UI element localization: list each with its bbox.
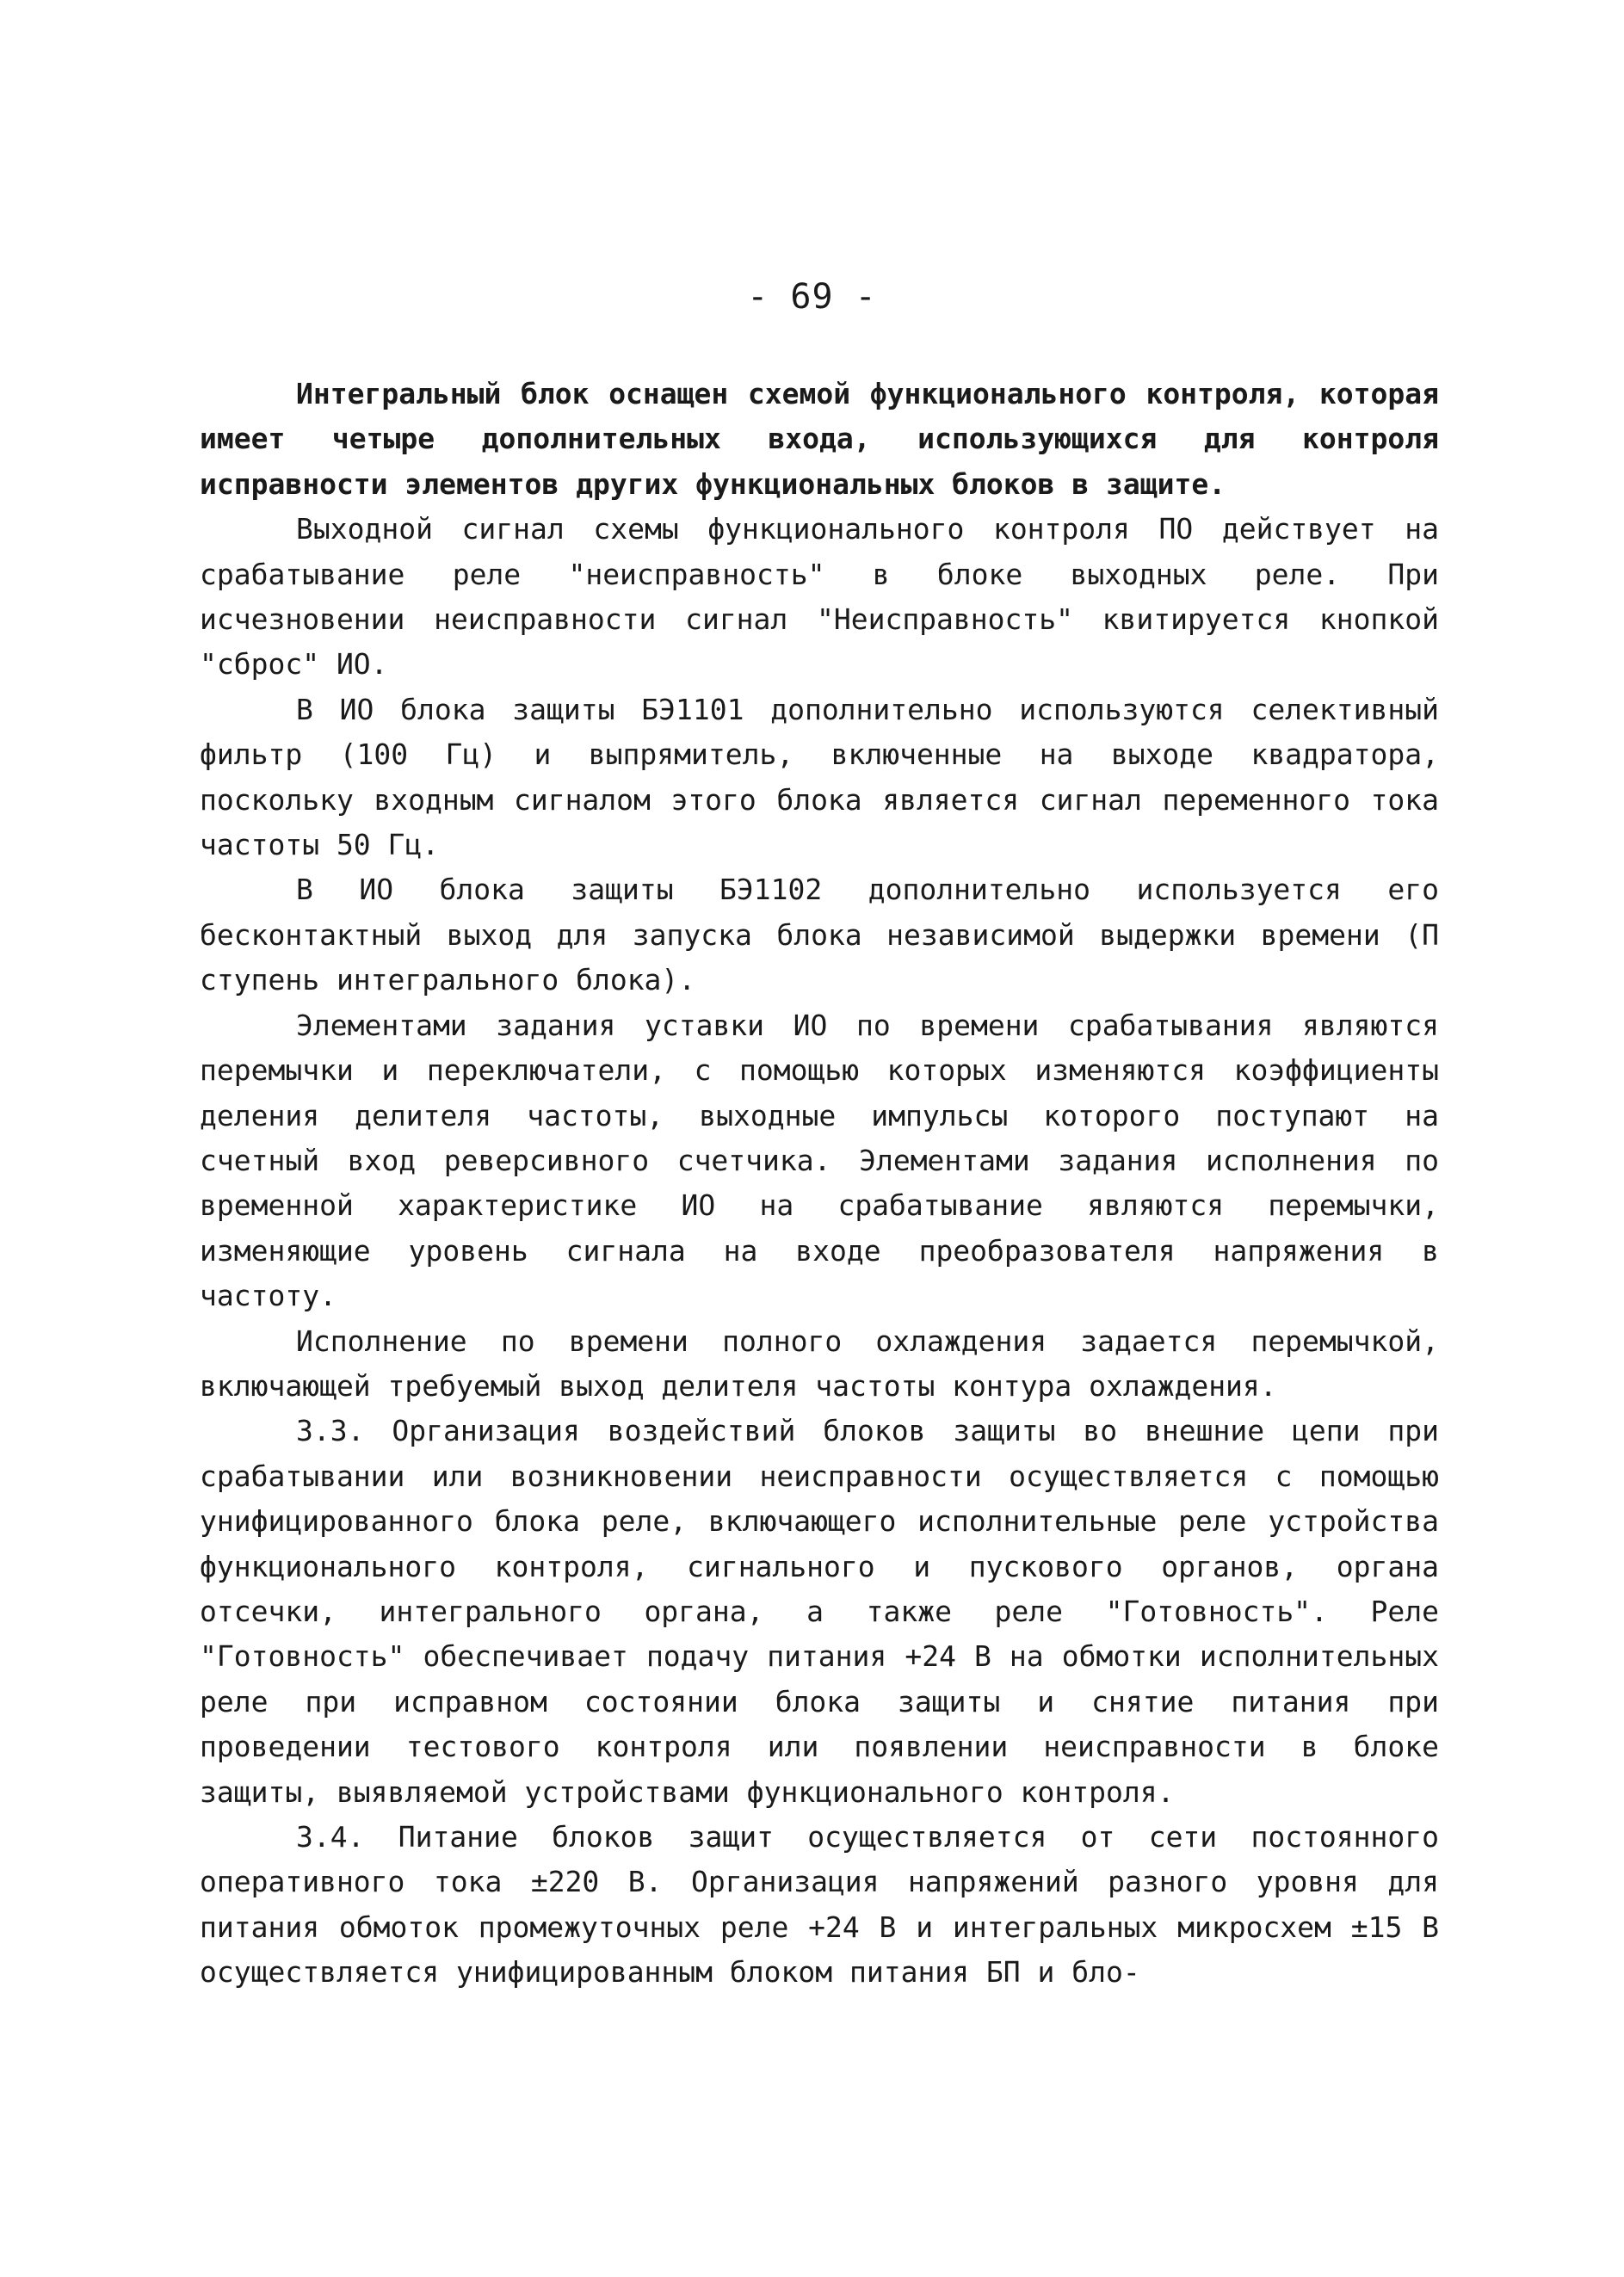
- page-number: - 69 -: [747, 277, 877, 317]
- paragraph-section-3-3: 3.3. Организация воздействий блоков защиты во внешние цепи при срабатывании или возникновении неисправности осуществляется с помощью унифицированного блока реле, включающего исполнительные реле устройства функционального контроля, сигнального и пускового органов, органа отсечки, интегрального органа, а также реле "Готовность". Реле "Готовность" обеспечивает подачу питания +24 В на обмотки исполнительных реле при исправном состоянии блока защиты и снятие питания при проведении тестового контроля или появлении неисправности в блоке защиты, выявляемой устройствами функционального контроля.: [200, 1414, 1439, 1809]
- paragraph-section-3-4: 3.4. Питание блоков защит осуществляется от сети постоянного оперативного тока ±220 В. Организация напряжений разного уровня для питания обмоток промежуточных реле +24 В и интегральных микросхем ±15 В осуществляется унифицированным блоком питания БП и бло-: [200, 1820, 1439, 1990]
- document-text: [200, 372, 1439, 1996]
- paragraph-cooling-time: Исполнение по времени полного охлаждения задается перемычкой, включающей требуемый выход делителя частоты контура охлаждения.: [200, 1324, 1439, 1403]
- paragraph-output-signal: Выходной сигнал схемы функционального контроля ПО действует на срабатывание реле "неисправность" в блоке выходных реле. При исчезновении неисправности сигнал "Неисправность" квитируется кнопкой "сброс" ИО.: [200, 512, 1439, 682]
- paragraph-be1102: В ИО блока защиты БЭ1102 дополнительно используется его бесконтактный выход для запуска блока независимой выдержки времени (П ступень интегрального блока).: [200, 873, 1439, 997]
- paragraph-setting-elements: Элементами задания уставки ИО по времени срабатывания являются перемычки и переключатели, с помощью которых изменяются коэффициенты деления делителя частоты, выходные импульсы которого поступают на счетный вход реверсивного счетчика. Элементами задания исполнения по временной характеристике ИО на срабатывание являются перемычки, изменяющие уровень сигнала на входе преобразователя напряжения в частоту.: [200, 1008, 1439, 1313]
- paragraph-integral-block: Интегральный блок оснащен схемой функционального контроля, которая имеет четыре дополнительных входа, использующихся для контроля исправности элементов других функциональных блоков в защите.: [200, 377, 1439, 501]
- paragraph-be1101: В ИО блока защиты БЭ1101 дополнительно используются селективный фильтр (100 Гц) и выпрямитель, включенные на выходе квадратора, поскольку входным сигналом этого блока является сигнал переменного тока частоты 50 Гц.: [200, 692, 1439, 862]
